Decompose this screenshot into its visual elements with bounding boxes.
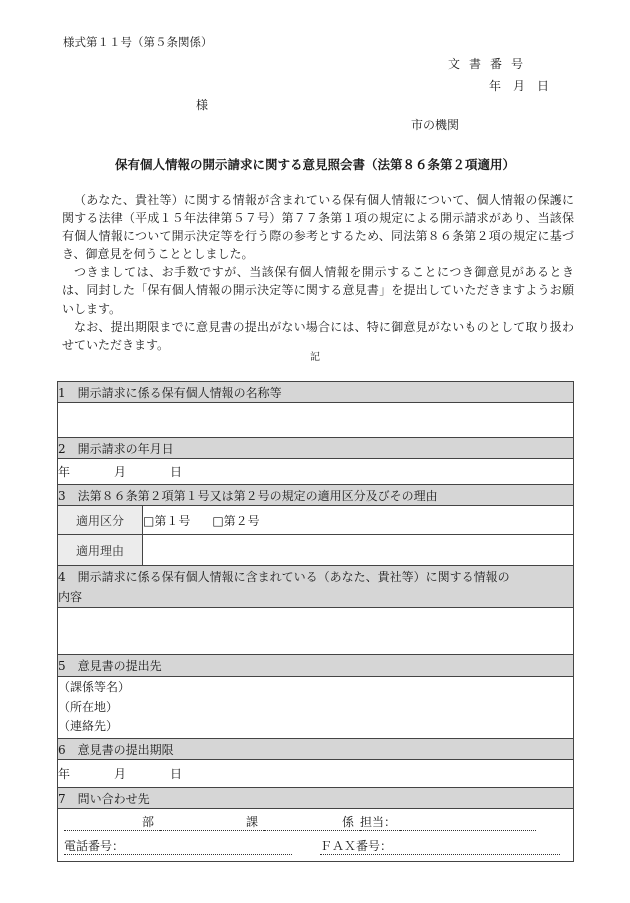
category-label: 適用区分 <box>58 506 143 535</box>
section-6-title: 6 意見書の提出期限 <box>58 739 574 760</box>
section-2-date-row <box>58 459 574 485</box>
request-date-field[interactable] <box>58 459 574 485</box>
section-7-header <box>58 788 574 809</box>
deadline-date-field[interactable] <box>58 760 574 788</box>
addressee-honorific: 様 <box>196 98 209 112</box>
request-day-label: 日 <box>170 465 183 479</box>
kakari-label: 係 <box>264 814 360 831</box>
reason-row <box>58 535 574 566</box>
body-text <box>62 191 574 354</box>
ka-label: 課 <box>160 814 264 831</box>
tanto-label: 担当： <box>360 814 400 831</box>
deadline-year-label: 年 <box>58 767 71 781</box>
deadline-day-label: 日 <box>170 767 183 781</box>
section-1-content-field[interactable] <box>58 403 574 438</box>
section-4-header <box>58 566 574 608</box>
section-1-header <box>58 382 574 403</box>
contact-label: （連絡先） <box>58 719 119 734</box>
reason-field[interactable] <box>143 535 574 566</box>
category-row <box>58 506 574 535</box>
section-3-title: 3 法第８６条第２項第１号又は第２号の規定の適用区分及びその理由 <box>58 485 574 506</box>
body-paragraph-2: つきましては、お手数ですが、当該保有個人情報を開示することにつき御意見があるときは、同封した「保有個人情報の開示決定等に関する意見書」を提出していただきますようお願いします。 <box>62 265 574 316</box>
request-year-label: 年 <box>58 465 71 479</box>
section-5-content-row <box>58 677 574 739</box>
section-6-header <box>58 739 574 760</box>
section-2-title: 2 開示請求の年月日 <box>58 438 574 459</box>
fax-label: ＦＡＸ番号： <box>320 838 560 855</box>
section-6-date-row <box>58 760 574 788</box>
section-2-header <box>58 438 574 459</box>
address-label: （所在地） <box>58 699 119 714</box>
section-5-title: 5 意見書の提出先 <box>58 655 574 677</box>
section-4-content-field[interactable] <box>58 608 574 655</box>
option-item-2-checkbox[interactable]: □第２号 <box>212 513 260 528</box>
deadline-month-label: 月 <box>114 767 127 781</box>
submission-destination-field[interactable] <box>58 677 574 739</box>
reason-label: 適用理由 <box>58 535 143 566</box>
section-1-title: 1 開示請求に係る保有個人情報の名称等 <box>58 382 574 403</box>
section-4-title-line-2: 内容 <box>58 590 83 604</box>
bu-label: 部 <box>64 814 160 831</box>
section-4-title <box>58 566 574 608</box>
form-number-label: 様式第１１号（第５条関係） <box>63 35 213 49</box>
section-7-title: 7 問い合わせ先 <box>58 788 574 809</box>
section-4-title-line-1: 4 開示請求に係る保有個人情報に含まれている（あなた、貴社等）に関する情報の <box>58 570 510 584</box>
ki-marker: 記 <box>310 352 320 363</box>
document-date-label: 年 月 日 <box>489 79 550 93</box>
document-title: 保有個人情報の開示請求に関する意見照会書（法第８６条第２項適用） <box>114 157 515 172</box>
details-table <box>57 381 574 862</box>
inquiry-dept-line <box>62 811 569 831</box>
tanto-field[interactable] <box>400 814 536 831</box>
inquiry-field[interactable] <box>58 809 574 862</box>
body-paragraph-3: なお、提出期限までに意見書の提出がない場合には、特に御意見がないものとして取り扱わせていただきます。 <box>62 319 574 352</box>
section-5-header <box>58 655 574 677</box>
section-3-header <box>58 485 574 506</box>
dept-name-label: （課係等名） <box>58 680 131 695</box>
phone-label: 電話番号： <box>64 838 292 855</box>
category-options <box>143 506 574 535</box>
section-7-content-row <box>58 809 574 862</box>
document-number-label: 文書番号 <box>448 57 533 71</box>
request-month-label: 月 <box>114 465 127 479</box>
section-1-content-row <box>58 403 574 438</box>
sender-name: 市の機関 <box>411 118 460 132</box>
option-item-1-checkbox[interactable]: □第１号 <box>143 513 191 528</box>
section-4-content-row <box>58 608 574 655</box>
inquiry-phone-line <box>62 835 569 855</box>
body-paragraph-1: （あなた、貴社等）に関する情報が含まれている保有個人情報について、個人情報の保護に関する法律（平成１５年法律第５７号）第７７条第１項の規定による開示請求があり、当該保有個人情報について開示決定等を行う際の参考とするため、同法第８６条第２項の規定に基づき、御意見を伺うこととしました。 <box>62 193 574 262</box>
